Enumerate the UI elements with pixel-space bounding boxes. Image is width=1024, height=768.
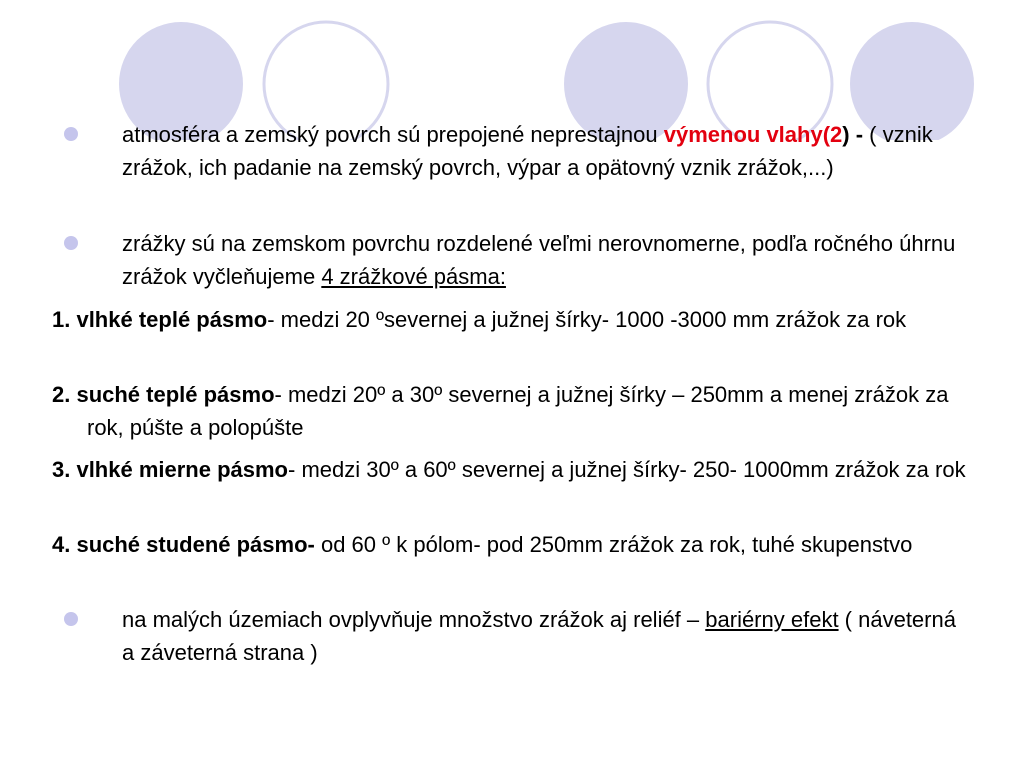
item-5-text: - medzi 30º a 60º severnej a južnej šírky- 250- 1000mm zrážok za rok: [288, 457, 966, 482]
item-1-text-b: ) -: [842, 122, 870, 147]
item-1-text-c: ( vznik zrážok, ich padanie na zemský povrch, výpar a opätovný vznik zrážok,...): [122, 122, 933, 180]
item-6-heading: 4. suché studené pásmo-: [52, 532, 315, 557]
item-6-text: od 60 º k pólom- pod 250mm zrážok za rok, tuhé skupenstvo: [314, 532, 913, 557]
item-7-text-b: ( náveterná a záveterná strana ): [122, 607, 956, 665]
bullet-circle-icon: [63, 235, 79, 251]
item-3-text: - medzi 20 ºsevernej a južnej šírky- 1000 -3000 mm zrážok za rok: [267, 307, 907, 332]
item-7-underlined: bariérny efekt: [705, 607, 839, 632]
item-1-highlight: výmenou vlahy(2: [663, 122, 843, 147]
item-2-text-a: zrážky sú na zemskom povrchu rozdelené veľmi nerovnomerne, podľa ročného úhrnu zrážok vyčleňujeme: [122, 231, 956, 289]
item-3-heading: 1. vlhké teplé pásmo: [52, 307, 268, 332]
item-5-heading: 3. vlhké mierne pásmo: [52, 457, 288, 482]
item-4-heading: 2. suché teplé pásmo: [52, 382, 275, 407]
bullet-circle-icon: [63, 126, 79, 142]
item-1-text-a: atmosféra a zemský povrch sú prepojené neprestajnou: [122, 122, 664, 147]
bullet-circle-icon: [63, 611, 79, 627]
item-7-text-a: na malých územiach ovplyvňuje množstvo zrážok aj reliéf –: [122, 607, 706, 632]
item-4-text: - medzi 20º a 30º severnej a južnej šírky – 250mm a menej zrážok za rok, púšte a polopúšte: [87, 382, 949, 440]
item-2-underlined: 4 zrážkové pásma:: [321, 264, 506, 289]
